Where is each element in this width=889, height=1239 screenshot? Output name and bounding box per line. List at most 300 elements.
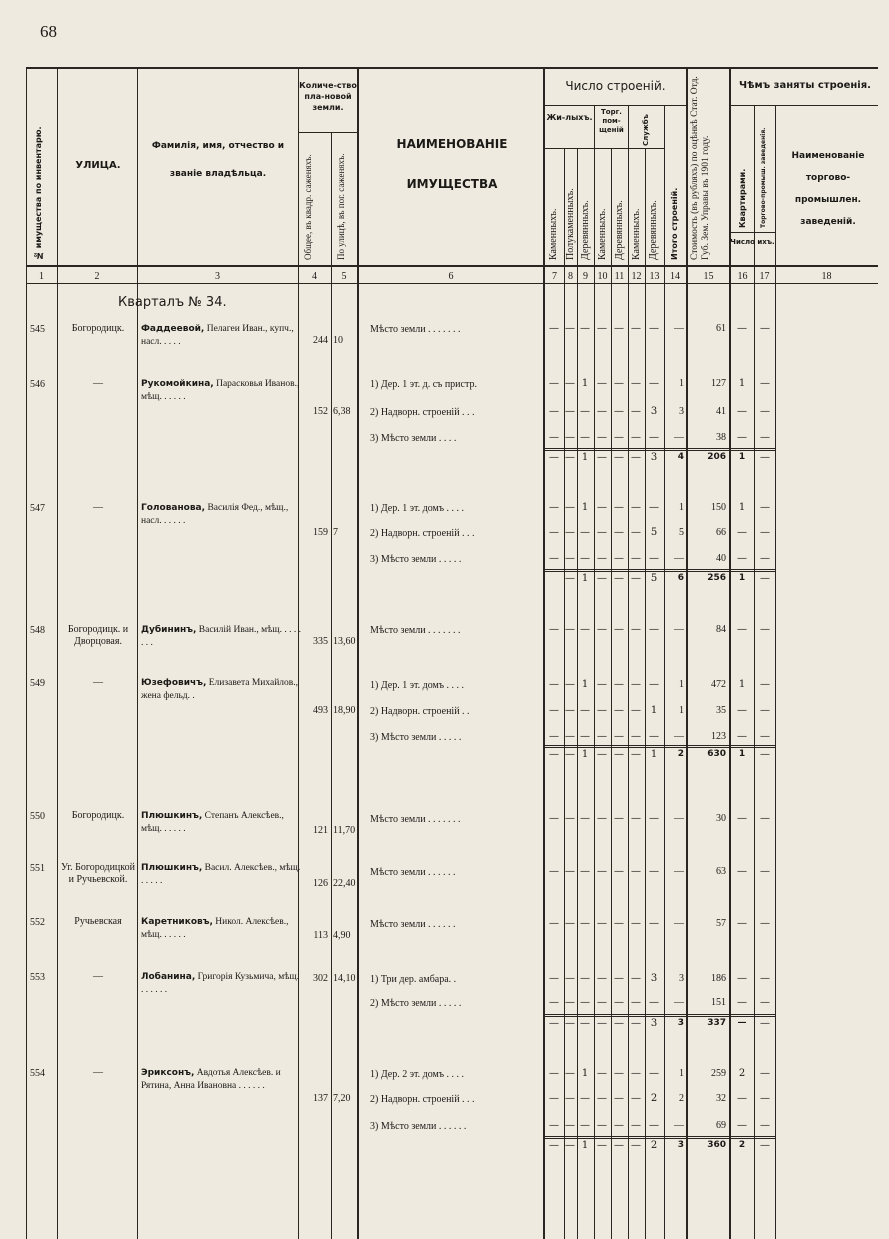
trade-count: — bbox=[760, 1120, 770, 1131]
building-mark: — bbox=[580, 1120, 590, 1131]
building-mark: — bbox=[631, 731, 641, 742]
building-mark: — bbox=[549, 1093, 559, 1104]
property-value: 66 bbox=[716, 527, 726, 538]
header-total-buildings: Итого строеній. bbox=[670, 187, 679, 260]
trade-count: — bbox=[760, 731, 770, 742]
apartments-count: — bbox=[737, 866, 747, 877]
header-trade-est: Торгово-промыш. заведенія. bbox=[760, 127, 767, 228]
building-mark: — bbox=[631, 527, 641, 538]
total-buildings: — bbox=[674, 1120, 684, 1131]
owner-name bbox=[141, 323, 301, 349]
apartments-count: — bbox=[737, 973, 747, 984]
sum-total-buildings: 6 bbox=[677, 573, 684, 583]
owner-details: Степанъ Алексѣев., мѣщ. . . . . . bbox=[141, 811, 284, 834]
building-mark: — bbox=[565, 378, 575, 389]
total-buildings: 5 bbox=[679, 527, 684, 538]
building-mark: — bbox=[614, 553, 624, 564]
street-name: Богородицк. bbox=[71, 323, 125, 334]
building-mark: 3 bbox=[650, 406, 658, 417]
land-area: 152 bbox=[313, 406, 328, 417]
building-mark: — bbox=[565, 973, 575, 984]
sum-divider bbox=[545, 1016, 775, 1017]
street-name: Ручьевская bbox=[74, 916, 122, 927]
property-item: Мѣсто земли . . . . . . bbox=[370, 867, 456, 878]
building-mark: — bbox=[597, 553, 607, 564]
street-name: Богородицк. bbox=[71, 810, 125, 821]
building-mark: — bbox=[649, 378, 659, 389]
apartments-count: — bbox=[737, 1093, 747, 1104]
sum-divider bbox=[545, 571, 775, 572]
trade-count: — bbox=[760, 679, 770, 690]
building-mark: — bbox=[631, 918, 641, 929]
building-mark: — bbox=[649, 1068, 659, 1079]
sum-mark: — bbox=[597, 1140, 607, 1151]
col-number: 18 bbox=[821, 271, 832, 282]
sum-value: 337 bbox=[707, 1018, 726, 1028]
total-buildings: 1 bbox=[679, 378, 684, 389]
building-mark: 1 bbox=[581, 679, 589, 690]
land-area: 493 bbox=[313, 705, 328, 716]
sum-mark: 1 bbox=[650, 749, 658, 760]
sum-total-buildings: 4 bbox=[677, 452, 684, 462]
col-divider bbox=[298, 67, 299, 1239]
building-mark: — bbox=[597, 679, 607, 690]
property-value: 150 bbox=[711, 502, 726, 513]
col-divider bbox=[57, 67, 58, 1239]
total-buildings: — bbox=[674, 813, 684, 824]
sum-mark: — bbox=[549, 749, 559, 760]
property-value: 127 bbox=[711, 378, 726, 389]
land-area: 302 bbox=[313, 973, 328, 984]
building-mark: 1 bbox=[581, 1068, 589, 1079]
header-property-2: ИМУЩЕСТВА bbox=[406, 177, 498, 191]
header-value: Стоимость (въ рубляхъ) по оцѣнкѣ Стат. Отд. Губ. Зем. Управы въ 1901 году. bbox=[690, 76, 711, 260]
land-area: 335 bbox=[313, 636, 328, 647]
property-value: 472 bbox=[711, 679, 726, 690]
property-value: 57 bbox=[716, 918, 726, 929]
header-trade: Торг. пом-щеній bbox=[599, 108, 624, 134]
col-number: 16 bbox=[737, 271, 748, 282]
col-divider bbox=[645, 148, 646, 1239]
total-buildings: 1 bbox=[679, 502, 684, 513]
owner-details: Василія Фед., мѣщ., насл. . . . . . bbox=[141, 503, 289, 526]
property-value: 41 bbox=[716, 406, 726, 417]
col-number: 1 bbox=[39, 271, 44, 282]
header-land-street: По улицѣ, въ пог. саженяхъ. bbox=[336, 153, 346, 260]
property-value: 61 bbox=[716, 323, 726, 334]
building-mark: 1 bbox=[650, 705, 658, 716]
land-area: 113 bbox=[313, 930, 328, 941]
building-mark: — bbox=[580, 323, 590, 334]
property-item: Мѣсто земли . . . . . . bbox=[370, 919, 456, 930]
col-number: 2 bbox=[94, 271, 100, 282]
building-mark: — bbox=[614, 323, 624, 334]
sub-header-border bbox=[543, 105, 686, 106]
total-buildings: 1 bbox=[679, 1068, 684, 1079]
building-mark: — bbox=[597, 705, 607, 716]
header-inventory: № имущества по инвентарю. bbox=[34, 126, 43, 260]
owner-name bbox=[141, 677, 301, 703]
land-area: 121 bbox=[313, 825, 328, 836]
sum-value: 256 bbox=[707, 573, 726, 583]
sum-mark: — bbox=[597, 1018, 607, 1029]
sum-mark: — bbox=[580, 1018, 590, 1029]
inventory-number: 552 bbox=[30, 917, 45, 928]
page-number: 68 bbox=[40, 22, 57, 41]
building-mark: — bbox=[597, 1068, 607, 1079]
sum-mark: — bbox=[597, 573, 607, 584]
sum-divider bbox=[545, 1138, 775, 1139]
property-value: 259 bbox=[711, 1068, 726, 1079]
building-mark: 3 bbox=[650, 973, 658, 984]
property-item: 3) Мѣсто земли . . . . . bbox=[370, 554, 462, 565]
property-item: 3) Мѣсто земли . . . . bbox=[370, 433, 457, 444]
property-item: 1) Дер. 2 эт. домъ . . . . bbox=[370, 1069, 465, 1080]
column-numbers-border bbox=[26, 283, 878, 284]
header-buildings: Число строеній. bbox=[565, 79, 666, 93]
sum-mark: 1 bbox=[581, 1140, 589, 1151]
sub-header-border bbox=[729, 105, 878, 106]
trade-count: — bbox=[760, 997, 770, 1008]
building-mark: — bbox=[549, 323, 559, 334]
sum-mark: — bbox=[549, 1018, 559, 1029]
building-mark: — bbox=[549, 406, 559, 417]
building-mark: — bbox=[549, 1120, 559, 1131]
property-value: 123 bbox=[711, 731, 726, 742]
owner-details: Василій Иван., мѣщ. . . . . . . . bbox=[141, 625, 301, 648]
header-street: УЛИЦА. bbox=[75, 160, 121, 171]
building-mark: — bbox=[565, 553, 575, 564]
building-mark: — bbox=[580, 997, 590, 1008]
owner-name bbox=[141, 916, 301, 942]
building-mark: — bbox=[631, 553, 641, 564]
owner-name bbox=[141, 624, 301, 650]
sum-value: 360 bbox=[707, 1140, 726, 1150]
trade-count: — bbox=[760, 866, 770, 877]
owner-name bbox=[141, 971, 301, 997]
total-buildings: — bbox=[674, 624, 684, 635]
apartments-count: — bbox=[737, 997, 747, 1008]
building-mark: — bbox=[597, 406, 607, 417]
sum-mark: — bbox=[565, 1018, 575, 1029]
land-frontage: 18,90 bbox=[333, 705, 356, 716]
sum-mark: — bbox=[631, 573, 641, 584]
sum-mark: 1 bbox=[581, 573, 589, 584]
owner-details: Елизавета Михайлов., жена фельд. . bbox=[141, 678, 299, 701]
building-mark: — bbox=[614, 918, 624, 929]
trade-count: — bbox=[760, 378, 770, 389]
trade-count: — bbox=[760, 1068, 770, 1079]
building-mark: — bbox=[549, 1068, 559, 1079]
owner-surname: Голованова, bbox=[141, 503, 206, 513]
total-buildings: — bbox=[674, 553, 684, 564]
total-buildings: 1 bbox=[679, 705, 684, 716]
header-trade-name: Наименованіе торгово-промышлен. заведеній. bbox=[791, 151, 865, 227]
building-mark: — bbox=[631, 323, 641, 334]
building-mark: — bbox=[549, 731, 559, 742]
property-value: 40 bbox=[716, 553, 726, 564]
land-area: 137 bbox=[313, 1093, 328, 1104]
col-divider bbox=[357, 67, 359, 1239]
sum-mark: — bbox=[614, 749, 624, 760]
trade-count: — bbox=[760, 813, 770, 824]
sum-mark: 1 bbox=[581, 749, 589, 760]
land-frontage: 7,20 bbox=[333, 1093, 351, 1104]
sum-trade: — bbox=[760, 1018, 770, 1029]
header-wooden: Деревянныхъ. bbox=[648, 200, 659, 260]
sum-trade: — bbox=[760, 1140, 770, 1151]
owner-details: Пелагеи Иван., купч., насл. . . . . bbox=[141, 324, 294, 347]
land-frontage: 7 bbox=[333, 527, 338, 538]
land-area: 126 bbox=[313, 878, 328, 889]
sum-mark: — bbox=[597, 452, 607, 463]
sum-trade: — bbox=[760, 573, 770, 584]
total-buildings: — bbox=[674, 731, 684, 742]
street-name: — bbox=[93, 502, 103, 513]
inventory-number: 553 bbox=[30, 972, 45, 983]
building-mark: 5 bbox=[650, 527, 658, 538]
sum-trade: — bbox=[760, 452, 770, 463]
building-mark: — bbox=[597, 866, 607, 877]
owner-name bbox=[141, 862, 301, 888]
sum-divider bbox=[545, 1136, 775, 1137]
total-buildings: 2 bbox=[679, 1093, 684, 1104]
land-area: 159 bbox=[313, 527, 328, 538]
property-value: 151 bbox=[711, 997, 726, 1008]
header-half-stone: Полукаменныхъ. bbox=[565, 188, 576, 260]
building-mark: — bbox=[614, 378, 624, 389]
sum-divider bbox=[545, 450, 775, 451]
col-number: 3 bbox=[215, 271, 220, 282]
property-value: 84 bbox=[716, 624, 726, 635]
header-count: Число ихъ. bbox=[730, 238, 775, 246]
apartments-count: — bbox=[737, 406, 747, 417]
sum-apartments: 1 bbox=[738, 749, 746, 759]
apartments-count: — bbox=[737, 813, 747, 824]
building-mark: — bbox=[631, 973, 641, 984]
building-mark: — bbox=[565, 1068, 575, 1079]
street-name: — bbox=[93, 677, 103, 688]
owner-surname: Юзефовичъ, bbox=[141, 678, 207, 688]
header-residential: Жи-лыхъ. bbox=[546, 113, 593, 122]
building-mark: — bbox=[597, 918, 607, 929]
building-mark: — bbox=[631, 679, 641, 690]
building-mark: 2 bbox=[650, 1093, 658, 1104]
land-frontage: 13,60 bbox=[333, 636, 356, 647]
building-mark: — bbox=[565, 527, 575, 538]
owner-surname: Фаддеевой, bbox=[141, 324, 205, 334]
inventory-number: 546 bbox=[30, 379, 45, 390]
property-value: 69 bbox=[716, 1120, 726, 1131]
owner-surname: Рукомойкина, bbox=[141, 379, 214, 389]
total-buildings: — bbox=[674, 323, 684, 334]
header-land-qty: Количе-ство пла-новой земли. bbox=[299, 81, 357, 112]
building-mark: — bbox=[631, 997, 641, 1008]
building-mark: — bbox=[597, 973, 607, 984]
building-mark: — bbox=[580, 1093, 590, 1104]
property-item: 3) Мѣсто земли . . . . . . bbox=[370, 1121, 467, 1132]
property-item: 2) Надворн. строеній . . bbox=[370, 706, 470, 717]
property-item: 1) Дер. 1 эт. домъ . . . . bbox=[370, 680, 465, 691]
table-top-border bbox=[26, 67, 878, 69]
owner-name bbox=[141, 502, 301, 528]
building-mark: — bbox=[580, 731, 590, 742]
building-mark: 1 bbox=[581, 378, 589, 389]
col-number: 13 bbox=[649, 271, 660, 282]
col-number: 10 bbox=[597, 271, 608, 282]
sum-mark: 1 bbox=[581, 452, 589, 463]
col-number: 14 bbox=[670, 271, 680, 282]
header-bottom-border bbox=[26, 265, 878, 267]
trade-count: — bbox=[760, 527, 770, 538]
col-number: 4 bbox=[312, 271, 317, 282]
trade-count: — bbox=[760, 502, 770, 513]
total-buildings: — bbox=[674, 866, 684, 877]
total-buildings: — bbox=[674, 918, 684, 929]
property-item: 1) Дер. 1 эт. домъ . . . . bbox=[370, 503, 465, 514]
building-mark: — bbox=[649, 866, 659, 877]
col-number: 15 bbox=[703, 271, 714, 282]
building-mark: — bbox=[649, 813, 659, 824]
owner-surname: Лобанина, bbox=[141, 972, 196, 982]
total-buildings: — bbox=[674, 432, 684, 443]
sum-apartments: 1 bbox=[738, 573, 746, 583]
building-mark: — bbox=[614, 731, 624, 742]
sum-mark: — bbox=[631, 452, 641, 463]
property-item: 3) Мѣсто земли . . . . . bbox=[370, 732, 462, 743]
property-value: 38 bbox=[716, 432, 726, 443]
building-mark: — bbox=[631, 813, 641, 824]
building-mark: — bbox=[649, 918, 659, 929]
sum-mark: — bbox=[565, 749, 575, 760]
property-value: 30 bbox=[716, 813, 726, 824]
sum-divider bbox=[545, 448, 775, 449]
col-number: 8 bbox=[568, 271, 573, 282]
building-mark: — bbox=[565, 679, 575, 690]
owner-surname: Плюшкинъ, bbox=[141, 863, 203, 873]
header-owner: Фамилія, имя, отчество и званіе владѣльца. bbox=[151, 141, 285, 179]
trade-count: — bbox=[760, 973, 770, 984]
building-mark: — bbox=[549, 432, 559, 443]
total-buildings: 1 bbox=[679, 679, 684, 690]
sum-mark: — bbox=[631, 749, 641, 760]
col-number: 5 bbox=[341, 271, 347, 282]
building-mark: — bbox=[565, 432, 575, 443]
property-item: Мѣсто земли . . . . . . . bbox=[370, 814, 461, 825]
col-number: 11 bbox=[614, 271, 625, 282]
apartments-count: — bbox=[737, 323, 747, 334]
building-mark: — bbox=[565, 1093, 575, 1104]
inventory-number: 545 bbox=[30, 324, 45, 335]
building-mark: — bbox=[614, 813, 624, 824]
trade-count: — bbox=[760, 406, 770, 417]
sum-trade: — bbox=[760, 749, 770, 760]
building-mark: — bbox=[565, 997, 575, 1008]
sum-mark: — bbox=[614, 452, 624, 463]
total-buildings: 3 bbox=[679, 973, 684, 984]
building-mark: — bbox=[614, 866, 624, 877]
col-divider bbox=[137, 67, 138, 1239]
land-frontage: 14,10 bbox=[333, 973, 356, 984]
inventory-number: 547 bbox=[30, 503, 45, 514]
apartments-count: — bbox=[737, 731, 747, 742]
building-mark: — bbox=[597, 502, 607, 513]
header-property-1: НАИМЕНОВАНІЕ bbox=[396, 137, 508, 151]
building-mark: — bbox=[631, 406, 641, 417]
building-mark: — bbox=[565, 406, 575, 417]
property-item: Мѣсто земли . . . . . . . bbox=[370, 324, 461, 335]
sum-mark: — bbox=[614, 573, 624, 584]
building-mark: — bbox=[580, 918, 590, 929]
header-wooden: Деревянныхъ. bbox=[614, 200, 625, 260]
building-mark: — bbox=[649, 323, 659, 334]
trade-count: — bbox=[760, 624, 770, 635]
sum-mark: — bbox=[631, 1018, 641, 1029]
building-mark: — bbox=[614, 432, 624, 443]
col-number: 17 bbox=[759, 271, 770, 282]
building-mark: — bbox=[549, 918, 559, 929]
trade-count: — bbox=[760, 1093, 770, 1104]
sum-mark: — bbox=[565, 452, 575, 463]
header-stone: Каменныхъ. bbox=[631, 208, 642, 260]
sum-mark: — bbox=[597, 749, 607, 760]
header-apartments: Квартирами. bbox=[738, 168, 747, 228]
col-divider bbox=[26, 67, 27, 1239]
land-frontage: 22,40 bbox=[333, 878, 356, 889]
inventory-number: 549 bbox=[30, 678, 45, 689]
sum-apartments: — bbox=[737, 1018, 747, 1028]
trade-count: — bbox=[760, 432, 770, 443]
building-mark: — bbox=[549, 679, 559, 690]
building-mark: — bbox=[580, 527, 590, 538]
property-item: 2) Мѣсто земли . . . . . bbox=[370, 998, 462, 1009]
building-mark: — bbox=[565, 323, 575, 334]
property-item: 1) Дер. 1 эт. д. съ пристр. bbox=[370, 379, 477, 390]
property-item: 2) Надворн. строеній . . . bbox=[370, 407, 475, 418]
building-mark: — bbox=[580, 406, 590, 417]
sum-divider bbox=[545, 1014, 775, 1015]
building-mark: — bbox=[580, 624, 590, 635]
street-name: — bbox=[93, 378, 103, 389]
owner-details: Григорія Кузьмича, мѣщ. . . . . . . bbox=[141, 972, 300, 995]
building-mark: — bbox=[580, 866, 590, 877]
building-mark: — bbox=[649, 1120, 659, 1131]
building-mark: — bbox=[597, 731, 607, 742]
sub-header-border bbox=[543, 148, 664, 149]
building-mark: — bbox=[565, 731, 575, 742]
building-mark: — bbox=[549, 378, 559, 389]
building-mark: — bbox=[614, 973, 624, 984]
trade-count: — bbox=[760, 323, 770, 334]
sum-divider bbox=[545, 569, 775, 570]
col-divider bbox=[611, 148, 612, 1239]
header-service: Службъ bbox=[642, 114, 650, 146]
col-number: 6 bbox=[448, 271, 454, 282]
building-mark: — bbox=[565, 1120, 575, 1131]
building-mark: — bbox=[565, 918, 575, 929]
building-mark: — bbox=[549, 866, 559, 877]
property-value: 63 bbox=[716, 866, 726, 877]
sum-total-buildings: 3 bbox=[677, 1140, 684, 1150]
building-mark: — bbox=[549, 624, 559, 635]
land-area: 244 bbox=[313, 335, 328, 346]
apartments-count: — bbox=[737, 432, 747, 443]
building-mark: — bbox=[614, 679, 624, 690]
col-divider bbox=[331, 132, 332, 1239]
owner-surname: Эриксонъ, bbox=[141, 1068, 195, 1078]
building-mark: — bbox=[580, 705, 590, 716]
building-mark: — bbox=[597, 527, 607, 538]
